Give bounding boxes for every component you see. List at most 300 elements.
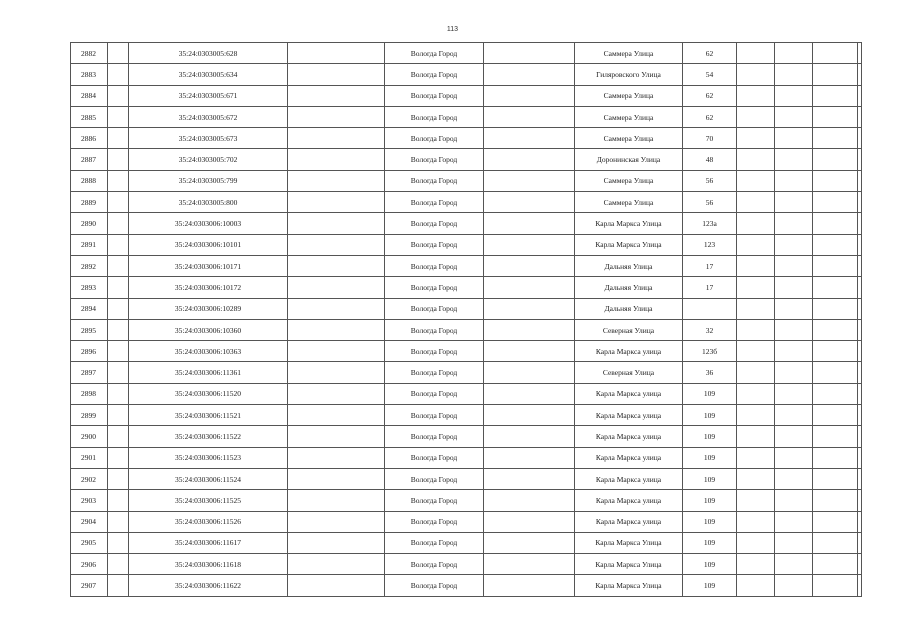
cadastral-number-cell: 35:24:0303005:634 <box>129 64 288 85</box>
house-number-cell: 109 <box>683 447 737 468</box>
blank-cell <box>813 213 858 234</box>
registry-table <box>70 42 862 597</box>
blank-cell <box>775 426 813 447</box>
blank-cell <box>858 468 862 489</box>
blank-cell <box>108 319 129 340</box>
blank-cell <box>288 554 385 575</box>
locality-cell: Вологда Город <box>385 511 484 532</box>
cadastral-number-cell: 35:24:0303005:673 <box>129 128 288 149</box>
blank-cell <box>737 64 775 85</box>
blank-cell <box>288 106 385 127</box>
blank-cell <box>737 106 775 127</box>
blank-cell <box>775 170 813 191</box>
registry-table-body <box>71 43 862 597</box>
locality-cell: Вологда Город <box>385 319 484 340</box>
blank-cell <box>775 277 813 298</box>
blank-cell <box>858 85 862 106</box>
blank-cell <box>737 405 775 426</box>
blank-cell <box>288 319 385 340</box>
table-row <box>71 383 862 404</box>
blank-cell <box>775 490 813 511</box>
blank-cell <box>108 170 129 191</box>
blank-cell <box>484 192 575 213</box>
blank-cell <box>108 341 129 362</box>
cadastral-number-cell: 35:24:0303006:10363 <box>129 341 288 362</box>
cadastral-number-cell: 35:24:0303006:11622 <box>129 575 288 596</box>
blank-cell <box>858 149 862 170</box>
house-number-cell: 123а <box>683 213 737 234</box>
table-row <box>71 341 862 362</box>
blank-cell <box>775 128 813 149</box>
locality-cell: Вологда Город <box>385 298 484 319</box>
blank-cell <box>108 554 129 575</box>
street-cell: Карла Маркса улица <box>575 468 683 489</box>
blank-cell <box>288 85 385 106</box>
blank-cell <box>108 64 129 85</box>
blank-cell <box>813 405 858 426</box>
blank-cell <box>288 511 385 532</box>
blank-cell <box>484 149 575 170</box>
house-number-cell: 32 <box>683 319 737 340</box>
blank-cell <box>813 128 858 149</box>
blank-cell <box>775 213 813 234</box>
street-cell: Дальняя Улица <box>575 277 683 298</box>
blank-cell <box>288 298 385 319</box>
table-row <box>71 277 862 298</box>
house-number-cell: 123б <box>683 341 737 362</box>
blank-cell <box>288 128 385 149</box>
street-cell: Карла Маркса Улица <box>575 532 683 553</box>
locality-cell: Вологда Город <box>385 277 484 298</box>
street-cell: Карла Маркса улица <box>575 490 683 511</box>
blank-cell <box>813 149 858 170</box>
blank-cell <box>858 362 862 383</box>
blank-cell <box>484 234 575 255</box>
locality-cell: Вологда Город <box>385 447 484 468</box>
blank-cell <box>288 490 385 511</box>
blank-cell <box>813 532 858 553</box>
blank-cell <box>858 341 862 362</box>
table-row <box>71 532 862 553</box>
cadastral-number-cell: 35:24:0303006:11520 <box>129 383 288 404</box>
blank-cell <box>813 490 858 511</box>
cadastral-number-cell: 35:24:0303005:672 <box>129 106 288 127</box>
street-cell: Саммера Улица <box>575 106 683 127</box>
blank-cell <box>484 255 575 276</box>
blank-cell <box>813 277 858 298</box>
street-cell: Доронинская Улица <box>575 149 683 170</box>
blank-cell <box>108 468 129 489</box>
blank-cell <box>775 532 813 553</box>
blank-cell <box>108 85 129 106</box>
house-number-cell: 48 <box>683 149 737 170</box>
blank-cell <box>858 426 862 447</box>
blank-cell <box>737 511 775 532</box>
blank-cell <box>775 149 813 170</box>
blank-cell <box>813 447 858 468</box>
blank-cell <box>108 106 129 127</box>
blank-cell <box>813 255 858 276</box>
house-number-cell: 17 <box>683 255 737 276</box>
blank-cell <box>775 447 813 468</box>
cadastral-number-cell: 35:24:0303006:11361 <box>129 362 288 383</box>
blank-cell <box>858 192 862 213</box>
row-number-cell: 2896 <box>71 341 108 362</box>
blank-cell <box>775 341 813 362</box>
cadastral-number-cell: 35:24:0303005:628 <box>129 43 288 64</box>
row-number-cell: 2883 <box>71 64 108 85</box>
street-cell: Дальняя Улица <box>575 255 683 276</box>
blank-cell <box>775 554 813 575</box>
street-cell: Карла Маркса улица <box>575 511 683 532</box>
table-row <box>71 106 862 127</box>
locality-cell: Вологда Город <box>385 213 484 234</box>
row-number-cell: 2890 <box>71 213 108 234</box>
blank-cell <box>288 64 385 85</box>
house-number-cell: 17 <box>683 277 737 298</box>
blank-cell <box>288 426 385 447</box>
blank-cell <box>813 511 858 532</box>
blank-cell <box>858 319 862 340</box>
house-number-cell: 123 <box>683 234 737 255</box>
blank-cell <box>108 575 129 596</box>
blank-cell <box>737 277 775 298</box>
blank-cell <box>108 511 129 532</box>
row-number-cell: 2882 <box>71 43 108 64</box>
blank-cell <box>737 490 775 511</box>
cadastral-number-cell: 35:24:0303006:11523 <box>129 447 288 468</box>
cadastral-number-cell: 35:24:0303005:799 <box>129 170 288 191</box>
street-cell: Саммера Улица <box>575 85 683 106</box>
blank-cell <box>484 362 575 383</box>
street-cell: Северная Улица <box>575 362 683 383</box>
row-number-cell: 2901 <box>71 447 108 468</box>
blank-cell <box>858 447 862 468</box>
table-row <box>71 255 862 276</box>
house-number-cell: 62 <box>683 106 737 127</box>
blank-cell <box>737 575 775 596</box>
street-cell: Саммера Улица <box>575 128 683 149</box>
blank-cell <box>484 405 575 426</box>
blank-cell <box>288 383 385 404</box>
blank-cell <box>775 255 813 276</box>
table-row <box>71 64 862 85</box>
blank-cell <box>775 192 813 213</box>
locality-cell: Вологда Город <box>385 149 484 170</box>
blank-cell <box>484 575 575 596</box>
blank-cell <box>858 511 862 532</box>
blank-cell <box>288 234 385 255</box>
row-number-cell: 2884 <box>71 85 108 106</box>
blank-cell <box>813 298 858 319</box>
blank-cell <box>737 362 775 383</box>
blank-cell <box>737 43 775 64</box>
cadastral-number-cell: 35:24:0303006:11525 <box>129 490 288 511</box>
blank-cell <box>737 128 775 149</box>
locality-cell: Вологда Город <box>385 43 484 64</box>
blank-cell <box>737 554 775 575</box>
blank-cell <box>775 85 813 106</box>
blank-cell <box>108 383 129 404</box>
house-number-cell: 109 <box>683 532 737 553</box>
street-cell: Карла Маркса улица <box>575 383 683 404</box>
locality-cell: Вологда Город <box>385 575 484 596</box>
house-number-cell: 109 <box>683 426 737 447</box>
cadastral-number-cell: 35:24:0303006:11618 <box>129 554 288 575</box>
blank-cell <box>288 43 385 64</box>
street-cell: Карла Маркса Улица <box>575 213 683 234</box>
row-number-cell: 2897 <box>71 362 108 383</box>
blank-cell <box>858 575 862 596</box>
row-number-cell: 2888 <box>71 170 108 191</box>
blank-cell <box>288 149 385 170</box>
blank-cell <box>288 405 385 426</box>
blank-cell <box>484 277 575 298</box>
house-number-cell: 54 <box>683 64 737 85</box>
row-number-cell: 2895 <box>71 319 108 340</box>
blank-cell <box>108 298 129 319</box>
house-number-cell: 109 <box>683 490 737 511</box>
blank-cell <box>858 234 862 255</box>
blank-cell <box>775 234 813 255</box>
blank-cell <box>858 43 862 64</box>
blank-cell <box>858 255 862 276</box>
table-row <box>71 149 862 170</box>
table-row <box>71 554 862 575</box>
locality-cell: Вологда Город <box>385 554 484 575</box>
house-number-cell: 36 <box>683 362 737 383</box>
locality-cell: Вологда Город <box>385 426 484 447</box>
blank-cell <box>737 85 775 106</box>
locality-cell: Вологда Город <box>385 85 484 106</box>
blank-cell <box>813 85 858 106</box>
cadastral-number-cell: 35:24:0303006:10172 <box>129 277 288 298</box>
blank-cell <box>813 192 858 213</box>
blank-cell <box>108 192 129 213</box>
page-number: 113 <box>446 26 459 33</box>
blank-cell <box>858 405 862 426</box>
blank-cell <box>813 64 858 85</box>
blank-cell <box>108 277 129 298</box>
house-number-cell: 56 <box>683 192 737 213</box>
table-row <box>71 447 862 468</box>
blank-cell <box>108 234 129 255</box>
house-number-cell: 109 <box>683 511 737 532</box>
table-row <box>71 405 862 426</box>
row-number-cell: 2885 <box>71 106 108 127</box>
blank-cell <box>858 532 862 553</box>
house-number-cell <box>683 298 737 319</box>
locality-cell: Вологда Город <box>385 128 484 149</box>
blank-cell <box>288 277 385 298</box>
blank-cell <box>484 43 575 64</box>
blank-cell <box>737 170 775 191</box>
row-number-cell: 2893 <box>71 277 108 298</box>
cadastral-number-cell: 35:24:0303006:10003 <box>129 213 288 234</box>
blank-cell <box>737 447 775 468</box>
blank-cell <box>484 85 575 106</box>
table-row <box>71 298 862 319</box>
row-number-cell: 2887 <box>71 149 108 170</box>
table-row <box>71 213 862 234</box>
blank-cell <box>813 106 858 127</box>
row-number-cell: 2900 <box>71 426 108 447</box>
blank-cell <box>484 128 575 149</box>
street-cell: Дальняя Улица <box>575 298 683 319</box>
blank-cell <box>737 298 775 319</box>
blank-cell <box>775 575 813 596</box>
blank-cell <box>775 43 813 64</box>
blank-cell <box>737 341 775 362</box>
blank-cell <box>813 43 858 64</box>
row-number-cell: 2905 <box>71 532 108 553</box>
locality-cell: Вологда Город <box>385 405 484 426</box>
locality-cell: Вологда Город <box>385 383 484 404</box>
blank-cell <box>737 468 775 489</box>
blank-cell <box>813 319 858 340</box>
street-cell: Северная Улица <box>575 319 683 340</box>
blank-cell <box>484 490 575 511</box>
street-cell: Карла Маркса Улица <box>575 234 683 255</box>
blank-cell <box>484 468 575 489</box>
row-number-cell: 2906 <box>71 554 108 575</box>
street-cell: Карла Маркса Улица <box>575 575 683 596</box>
blank-cell <box>484 319 575 340</box>
table-row <box>71 192 862 213</box>
blank-cell <box>775 383 813 404</box>
blank-cell <box>775 362 813 383</box>
blank-cell <box>484 341 575 362</box>
blank-cell <box>737 319 775 340</box>
cadastral-number-cell: 35:24:0303006:11521 <box>129 405 288 426</box>
blank-cell <box>108 490 129 511</box>
blank-cell <box>813 575 858 596</box>
blank-cell <box>288 532 385 553</box>
house-number-cell: 109 <box>683 383 737 404</box>
blank-cell <box>484 554 575 575</box>
table-row <box>71 128 862 149</box>
blank-cell <box>484 106 575 127</box>
house-number-cell: 56 <box>683 170 737 191</box>
cadastral-number-cell: 35:24:0303006:10289 <box>129 298 288 319</box>
blank-cell <box>484 213 575 234</box>
blank-cell <box>775 405 813 426</box>
blank-cell <box>484 383 575 404</box>
locality-cell: Вологда Город <box>385 490 484 511</box>
blank-cell <box>858 106 862 127</box>
blank-cell <box>108 447 129 468</box>
blank-cell <box>858 383 862 404</box>
table-row <box>71 362 862 383</box>
locality-cell: Вологда Город <box>385 532 484 553</box>
cadastral-number-cell: 35:24:0303005:702 <box>129 149 288 170</box>
house-number-cell: 62 <box>683 43 737 64</box>
blank-cell <box>858 554 862 575</box>
blank-cell <box>288 447 385 468</box>
blank-cell <box>813 170 858 191</box>
blank-cell <box>288 575 385 596</box>
house-number-cell: 109 <box>683 575 737 596</box>
blank-cell <box>775 64 813 85</box>
blank-cell <box>484 447 575 468</box>
blank-cell <box>108 362 129 383</box>
blank-cell <box>288 255 385 276</box>
blank-cell <box>813 383 858 404</box>
house-number-cell: 109 <box>683 468 737 489</box>
row-number-cell: 2892 <box>71 255 108 276</box>
blank-cell <box>484 170 575 191</box>
blank-cell <box>484 298 575 319</box>
row-number-cell: 2907 <box>71 575 108 596</box>
blank-cell <box>484 426 575 447</box>
blank-cell <box>858 64 862 85</box>
locality-cell: Вологда Город <box>385 468 484 489</box>
locality-cell: Вологда Город <box>385 234 484 255</box>
blank-cell <box>484 511 575 532</box>
street-cell: Карла Маркса Улица <box>575 554 683 575</box>
blank-cell <box>737 532 775 553</box>
row-number-cell: 2903 <box>71 490 108 511</box>
blank-cell <box>288 341 385 362</box>
house-number-cell: 109 <box>683 405 737 426</box>
table-row <box>71 170 862 191</box>
street-cell: Саммера Улица <box>575 43 683 64</box>
blank-cell <box>484 532 575 553</box>
locality-cell: Вологда Город <box>385 362 484 383</box>
cadastral-number-cell: 35:24:0303005:671 <box>129 85 288 106</box>
blank-cell <box>737 149 775 170</box>
blank-cell <box>813 426 858 447</box>
row-number-cell: 2886 <box>71 128 108 149</box>
blank-cell <box>484 64 575 85</box>
row-number-cell: 2889 <box>71 192 108 213</box>
blank-cell <box>108 532 129 553</box>
blank-cell <box>108 405 129 426</box>
blank-cell <box>858 170 862 191</box>
house-number-cell: 70 <box>683 128 737 149</box>
blank-cell <box>858 298 862 319</box>
blank-cell <box>737 255 775 276</box>
locality-cell: Вологда Город <box>385 170 484 191</box>
blank-cell <box>288 362 385 383</box>
blank-cell <box>108 43 129 64</box>
blank-cell <box>775 511 813 532</box>
table-row <box>71 511 862 532</box>
row-number-cell: 2894 <box>71 298 108 319</box>
table-row <box>71 43 862 64</box>
blank-cell <box>737 426 775 447</box>
house-number-cell: 109 <box>683 554 737 575</box>
blank-cell <box>813 341 858 362</box>
street-cell: Гиляровского Улица <box>575 64 683 85</box>
row-number-cell: 2898 <box>71 383 108 404</box>
street-cell: Карла Маркса улица <box>575 447 683 468</box>
cadastral-number-cell: 35:24:0303006:11522 <box>129 426 288 447</box>
street-cell: Карла Маркса улица <box>575 426 683 447</box>
table-row <box>71 319 862 340</box>
blank-cell <box>737 192 775 213</box>
blank-cell <box>813 554 858 575</box>
cadastral-number-cell: 35:24:0303005:800 <box>129 192 288 213</box>
blank-cell <box>775 106 813 127</box>
blank-cell <box>108 426 129 447</box>
blank-cell <box>108 128 129 149</box>
blank-cell <box>737 213 775 234</box>
cadastral-number-cell: 35:24:0303006:10101 <box>129 234 288 255</box>
row-number-cell: 2899 <box>71 405 108 426</box>
locality-cell: Вологда Город <box>385 64 484 85</box>
cadastral-number-cell: 35:24:0303006:11524 <box>129 468 288 489</box>
